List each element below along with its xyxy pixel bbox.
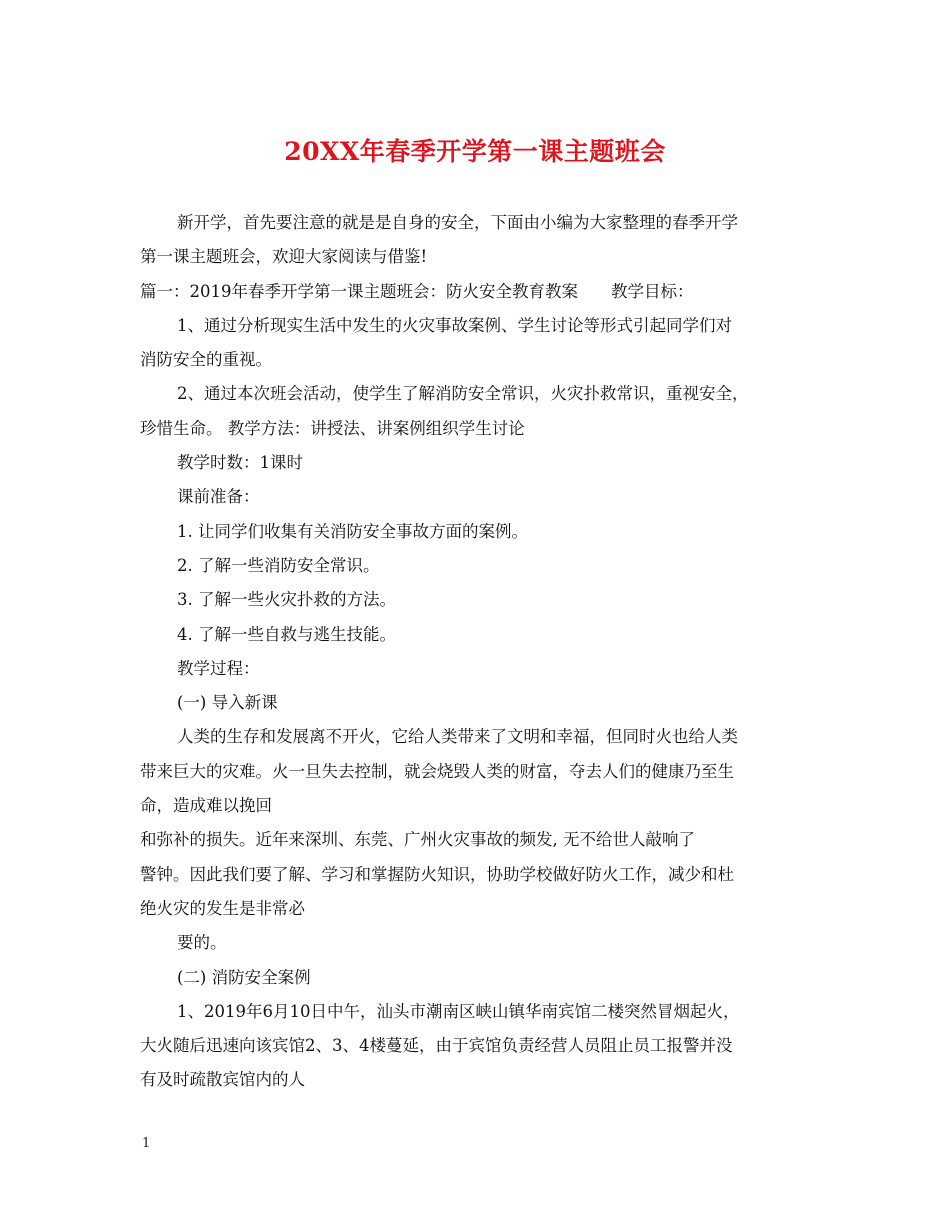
body-line: 和弥补的损失。近年来深圳、东莞、广州火灾事故的频发, 无不给世人敲响了	[140, 830, 695, 850]
body-line: 人类的生存和发展离不开火，它给人类带来了文明和幸福，但同时火也给人类	[177, 727, 738, 747]
body-line: 课前准备：	[177, 487, 260, 507]
body-line: 1. 让同学们收集有关消防安全事故方面的案例。	[177, 521, 528, 541]
body-line: 教学时数：1课时	[177, 453, 303, 473]
body-line: 消防安全的重视。	[140, 350, 272, 370]
body-line: 珍惜生命。 教学方法：讲授法、讲案例组织学生讨论	[140, 418, 525, 438]
body-line: 绝火灾的发生是非常必	[140, 898, 305, 918]
body-line: 1、2019年6月10日中午，汕头市潮南区峡山镇华南宾馆二楼突然冒烟起火，	[177, 1001, 740, 1021]
body-line: 1、通过分析现实生活中发生的火灾事故案例、学生讨论等形式引起同学们对	[177, 315, 732, 335]
body-line: 有及时疏散宾馆内的人	[140, 1070, 305, 1090]
body-line: (一) 导入新课	[177, 693, 278, 713]
body-line: 第一课主题班会，欢迎大家阅读与借鉴!	[140, 247, 428, 267]
body-line: 3. 了解一些火灾扑救的方法。	[177, 590, 396, 610]
document-title: 20XX年春季开学第一课主题班会	[284, 137, 666, 166]
body-line: 2. 了解一些消防安全常识。	[177, 555, 380, 575]
body-line: 带来巨大的灾难。火一旦失去控制，就会烧毁人类的财富，夺去人们的健康乃至生	[140, 761, 734, 781]
body-line: 4. 了解一些自救与逃生技能。	[177, 624, 396, 644]
body-line: 教学过程：	[177, 658, 260, 678]
body-line: 大火随后迅速向该宾馆2、3、4楼蔓延，由于宾馆负责经营人员阻止员工报警并没	[140, 1036, 733, 1056]
body-line: 要的。	[177, 933, 227, 953]
document-body	[140, 206, 820, 1098]
page-number: 1	[142, 1136, 151, 1151]
body-line: (二) 消防安全案例	[177, 967, 311, 987]
body-line: 新开学，首先要注意的就是是自身的安全，下面由小编为大家整理的春季开学	[177, 213, 738, 232]
body-line: 篇一：2019年春季开学第一课主题班会：防火安全教育教案 教学目标：	[140, 281, 694, 301]
body-line: 警钟。因此我们要了解、学习和掌握防火知识，协助学校做好防火工作，减少和杜	[140, 864, 734, 884]
body-line: 命，造成难以挽回	[140, 796, 272, 816]
body-line: 2、通过本次班会活动，使学生了解消防安全常识，火灾扑救常识，重视安全，	[177, 384, 749, 404]
